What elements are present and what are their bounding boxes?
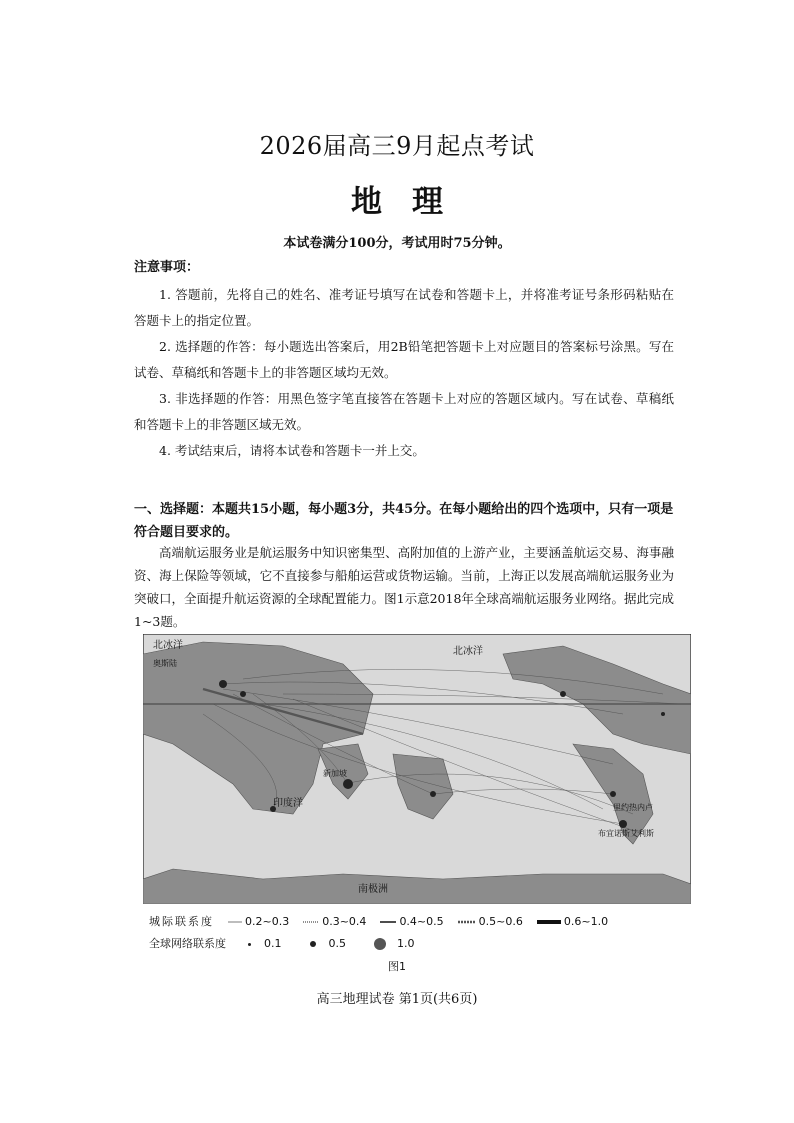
- line-sample-icon: [380, 919, 396, 925]
- exam-meta: 本试卷满分100分，考试用时75分钟。: [283, 236, 511, 251]
- legend-city-label: 城际联系度: [149, 915, 214, 928]
- exam-title: 2026届高三9月起点考试: [259, 132, 535, 160]
- map-label-arctic-east: 北冰洋: [453, 646, 483, 657]
- legend-line-item: 0.3~0.4: [303, 911, 366, 933]
- map-legend: [149, 911, 616, 955]
- line-sample-icon: [537, 919, 561, 925]
- line-sample-icon: [458, 919, 476, 925]
- map-label-indian-ocean: 印度洋: [273, 798, 303, 809]
- legend-global-label: 全球网络联系度: [149, 937, 226, 950]
- figure-caption: 图1: [388, 960, 406, 973]
- note-item: 4. 考试结束后，请将本试卷和答题卡一并上交。: [159, 443, 425, 458]
- legend-dot-item: 0.1: [248, 933, 282, 955]
- line-sample-icon: [228, 919, 242, 925]
- map-label-buenos-aires: 布宜诺斯艾利斯: [598, 829, 654, 838]
- world-shipping-network-map: [143, 634, 691, 904]
- legend-dot-item: 0.5: [310, 933, 347, 955]
- legend-dot-item: 1.0: [374, 933, 415, 955]
- legend-line-item: 0.2~0.3: [228, 911, 289, 933]
- page-footer: 高三地理试卷 第1页(共6页): [316, 992, 478, 1007]
- exam-subject: 地理: [351, 184, 473, 220]
- medium-dot-icon: [310, 941, 316, 947]
- note-item: 3. 非选择题的作答：用黑色签字笔直接答在答题卡上对应的答题区域内。写在试卷、草稿纸和答题卡上的非答题区域无效。: [134, 391, 674, 432]
- notes-heading: 注意事项：: [134, 260, 200, 275]
- notes-list: [134, 282, 674, 464]
- section-heading: 一、选择题：本题共15小题，每小题3分，共45分。在每小题给出的四个选项中，只有一项是符合题目要求的。: [134, 502, 674, 540]
- map-label-oslo: 奥斯陆: [153, 659, 177, 668]
- map-label-antarctica: 南极洲: [358, 884, 388, 895]
- legend-city-row: [149, 911, 616, 933]
- map-label-rio: 里约热内卢: [613, 803, 653, 812]
- question-passage: 高端航运服务业是航运服务中知识密集型、高附加值的上游产业，主要涵盖航运交易、海事融资、海上保险等领域，它不直接参与船舶运营或货物运输。当前，上海正以发展高端航运服务业为突破口，全面提升航运资源的全球配置能力。图1示意2018年全球高端航运服务业网络。据此完成1~3题。: [134, 545, 674, 629]
- legend-global-row: [149, 933, 616, 955]
- legend-line-item: 0.4~0.5: [380, 911, 443, 933]
- line-sample-icon: [303, 919, 319, 925]
- note-item: 2. 选择题的作答：每小题选出答案后，用2B铅笔把答题卡上对应题目的答案标号涂黑。写在试卷、草稿纸和答题卡上的非答题区域均无效。: [134, 339, 674, 380]
- note-item: 1. 答题前，先将自己的姓名、准考证号填写在试卷和答题卡上，并将准考证号条形码粘贴在答题卡上的指定位置。: [134, 287, 674, 328]
- small-dot-icon: [248, 943, 251, 946]
- legend-line-item: 0.6~1.0: [537, 911, 608, 933]
- large-dot-icon: [374, 938, 386, 950]
- map-label-singapore: 新加坡: [323, 769, 347, 778]
- map-label-arctic-west: 北冰洋: [153, 640, 183, 651]
- legend-line-item: 0.5~0.6: [458, 911, 523, 933]
